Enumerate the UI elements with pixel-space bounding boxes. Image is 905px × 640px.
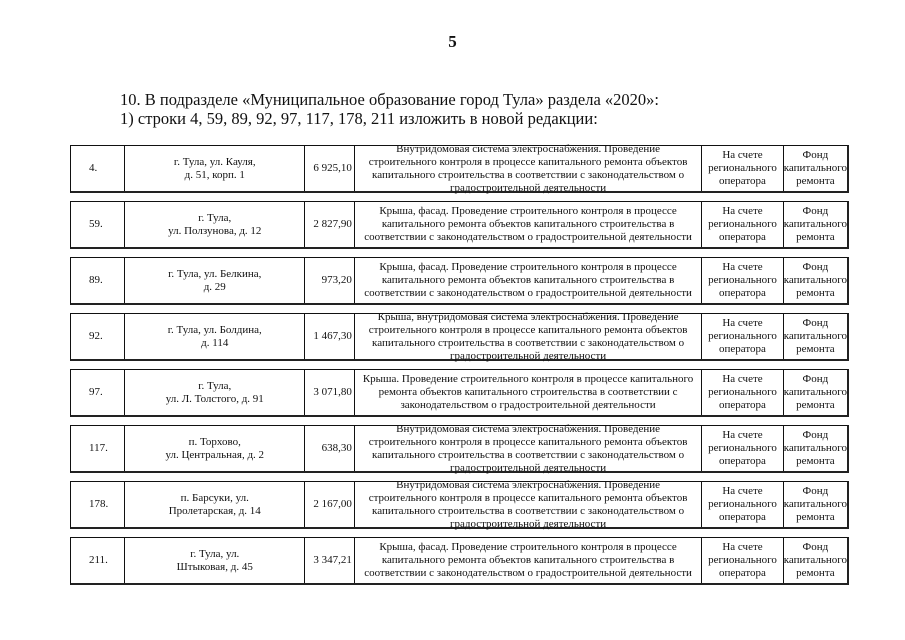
table-row <box>70 257 849 305</box>
fund-line: капитального <box>783 386 847 398</box>
work-description: Крыша, фасад. Проведение строительного контроля в процессе капитального ремонта объектов капитального строительства в соответствии с законодательством о градостроительной деятельности <box>355 538 702 583</box>
fund-line: ремонта <box>796 511 835 523</box>
work-description: Внутридомовая система электроснабжения. Проведение строительного контроля в процессе капитального ремонта объектов капитального строительства в соответствии с законодательством о градостроительной деятельности <box>355 146 702 191</box>
source-line: На счете <box>722 485 763 497</box>
work-description: Внутридомовая система электроснабжения. Проведение строительного контроля в процессе капитального ремонта объектов капитального строительства в соответствии с законодательством о градостроительной деятельности <box>355 426 702 471</box>
source-line: регионального <box>708 162 777 174</box>
fund-line: Фонд <box>802 485 829 497</box>
cost-cell: 2 167,00 <box>305 482 354 527</box>
row-number: 178. <box>71 482 125 527</box>
funding-source <box>702 370 784 415</box>
address-line: г. Тула, ул. Болдина, <box>167 323 262 336</box>
cost-cell: 973,20 <box>305 258 354 303</box>
work-description: Крыша, фасад. Проведение строительного контроля в процессе капитального ремонта объектов капитального строительства в соответствии с законодательством о градостроительной деятельности <box>355 202 702 247</box>
address-cell <box>125 426 305 471</box>
row-number: 59. <box>71 202 125 247</box>
row-number: 211. <box>71 538 125 583</box>
source-line: оператора <box>719 511 766 523</box>
work-description: Внутридомовая система электроснабжения. Проведение строительного контроля в процессе капитального ремонта объектов капитального строительства в соответствии с законодательством о градостроительной деятельности <box>355 482 702 527</box>
table-row <box>70 478 849 530</box>
source-line: регионального <box>708 218 777 230</box>
source-line: регионального <box>708 498 777 510</box>
row-number: 89. <box>71 258 125 303</box>
source-line: регионального <box>708 554 777 566</box>
address-line: г. Тула, ул. Кауля, <box>173 155 256 168</box>
fund-line: ремонта <box>796 287 835 299</box>
source-line: оператора <box>719 231 766 243</box>
fund-line: ремонта <box>796 231 835 243</box>
source-line: регионального <box>708 330 777 342</box>
source-line: регионального <box>708 442 777 454</box>
source-line: На счете <box>722 261 763 273</box>
address-cell <box>125 258 305 303</box>
address-line: п. Торхово, <box>188 435 241 448</box>
address-line: г. Тула, <box>198 211 232 224</box>
fund-type <box>784 426 847 471</box>
fund-type <box>784 258 847 303</box>
row-number: 92. <box>71 314 125 359</box>
intro-line-2: 1) строки 4, 59, 89, 92, 97, 117, 178, 211 изложить в новой редакции: <box>120 109 598 128</box>
fund-line: капитального <box>783 218 847 230</box>
fund-line: ремонта <box>796 175 835 187</box>
fund-line: Фонд <box>802 373 829 385</box>
row-number: 117. <box>71 426 125 471</box>
source-line: оператора <box>719 399 766 411</box>
source-line: оператора <box>719 455 766 467</box>
source-line: оператора <box>719 343 766 355</box>
fund-line: ремонта <box>796 455 835 467</box>
address-cell <box>125 370 305 415</box>
work-description: Крыша. Проведение строительного контроля в процессе капитального ремонта объектов капитального строительства в соответствии с законодательством о градостроительной деятельности <box>355 370 702 415</box>
fund-line: Фонд <box>802 261 829 273</box>
fund-line: капитального <box>783 554 847 566</box>
table-row <box>70 369 849 417</box>
fund-line: ремонта <box>796 567 835 579</box>
address-line: д. 51, корп. 1 <box>184 168 245 181</box>
table-row <box>70 142 849 194</box>
funding-source <box>702 538 784 583</box>
page-number: 5 <box>448 32 457 51</box>
fund-line: капитального <box>783 498 847 510</box>
funding-source <box>702 314 784 359</box>
row-number: 4. <box>71 146 125 191</box>
source-line: На счете <box>722 149 763 161</box>
funding-source <box>702 202 784 247</box>
fund-type <box>784 314 847 359</box>
cost-cell: 638,30 <box>305 426 354 471</box>
fund-line: ремонта <box>796 343 835 355</box>
address-line: г. Тула, <box>198 379 232 392</box>
cost-cell: 6 925,10 <box>305 146 354 191</box>
table-row <box>70 310 849 362</box>
address-line: п. Барсуки, ул. <box>180 491 249 504</box>
fund-line: капитального <box>783 330 847 342</box>
cost-cell: 1 467,30 <box>305 314 354 359</box>
source-line: На счете <box>722 429 763 441</box>
funding-source <box>702 258 784 303</box>
address-line: ул. Л. Толстого, д. 91 <box>165 392 264 405</box>
address-cell <box>125 482 305 527</box>
address-cell <box>125 202 305 247</box>
source-line: На счете <box>722 317 763 329</box>
address-line: Штыковая, д. 45 <box>176 560 253 573</box>
fund-line: Фонд <box>802 429 829 441</box>
fund-type <box>784 202 847 247</box>
address-cell <box>125 314 305 359</box>
source-line: На счете <box>722 373 763 385</box>
source-line: оператора <box>719 567 766 579</box>
source-line: оператора <box>719 175 766 187</box>
funding-source <box>702 426 784 471</box>
source-line: регионального <box>708 274 777 286</box>
cost-cell: 3 071,80 <box>305 370 354 415</box>
cost-cell: 3 347,21 <box>305 538 354 583</box>
fund-line: капитального <box>783 274 847 286</box>
table-row <box>70 201 849 249</box>
intro-text <box>120 90 659 128</box>
fund-line: Фонд <box>802 317 829 329</box>
address-line: д. 29 <box>203 280 226 293</box>
address-line: д. 114 <box>201 336 229 349</box>
fund-type <box>784 370 847 415</box>
fund-line: Фонд <box>802 541 829 553</box>
work-description: Крыша, внутридомовая система электроснабжения. Проведение строительного контроля в процессе капитального ремонта объектов капитального строительства в соответствии с законодательством о градостроительной деятельности <box>355 314 702 359</box>
source-line: регионального <box>708 386 777 398</box>
funding-source <box>702 146 784 191</box>
work-description: Крыша, фасад. Проведение строительного контроля в процессе капитального ремонта объектов капитального строительства в соответствии с законодательством о градостроительной деятельности <box>355 258 702 303</box>
address-line: г. Тула, ул. <box>190 547 240 560</box>
source-line: На счете <box>722 205 763 217</box>
address-line: Пролетарская, д. 14 <box>168 504 261 517</box>
fund-line: Фонд <box>802 205 829 217</box>
source-line: На счете <box>722 541 763 553</box>
fund-line: капитального <box>783 162 847 174</box>
address-line: г. Тула, ул. Белкина, <box>168 267 262 280</box>
address-cell <box>125 146 305 191</box>
intro-line-1: 10. В подразделе «Муниципальное образование город Тула» раздела «2020»: <box>120 90 659 109</box>
cost-cell: 2 827,90 <box>305 202 354 247</box>
table-rows <box>70 142 849 585</box>
source-line: оператора <box>719 287 766 299</box>
fund-line: капитального <box>783 442 847 454</box>
funding-source <box>702 482 784 527</box>
address-line: ул. Ползунова, д. 12 <box>168 224 262 237</box>
address-cell <box>125 538 305 583</box>
fund-type <box>784 538 847 583</box>
table-row <box>70 537 849 585</box>
fund-line: Фонд <box>802 149 829 161</box>
table-row <box>70 422 849 474</box>
row-number: 97. <box>71 370 125 415</box>
address-line: ул. Центральная, д. 2 <box>165 448 265 461</box>
fund-type <box>784 146 847 191</box>
fund-line: ремонта <box>796 399 835 411</box>
fund-type <box>784 482 847 527</box>
